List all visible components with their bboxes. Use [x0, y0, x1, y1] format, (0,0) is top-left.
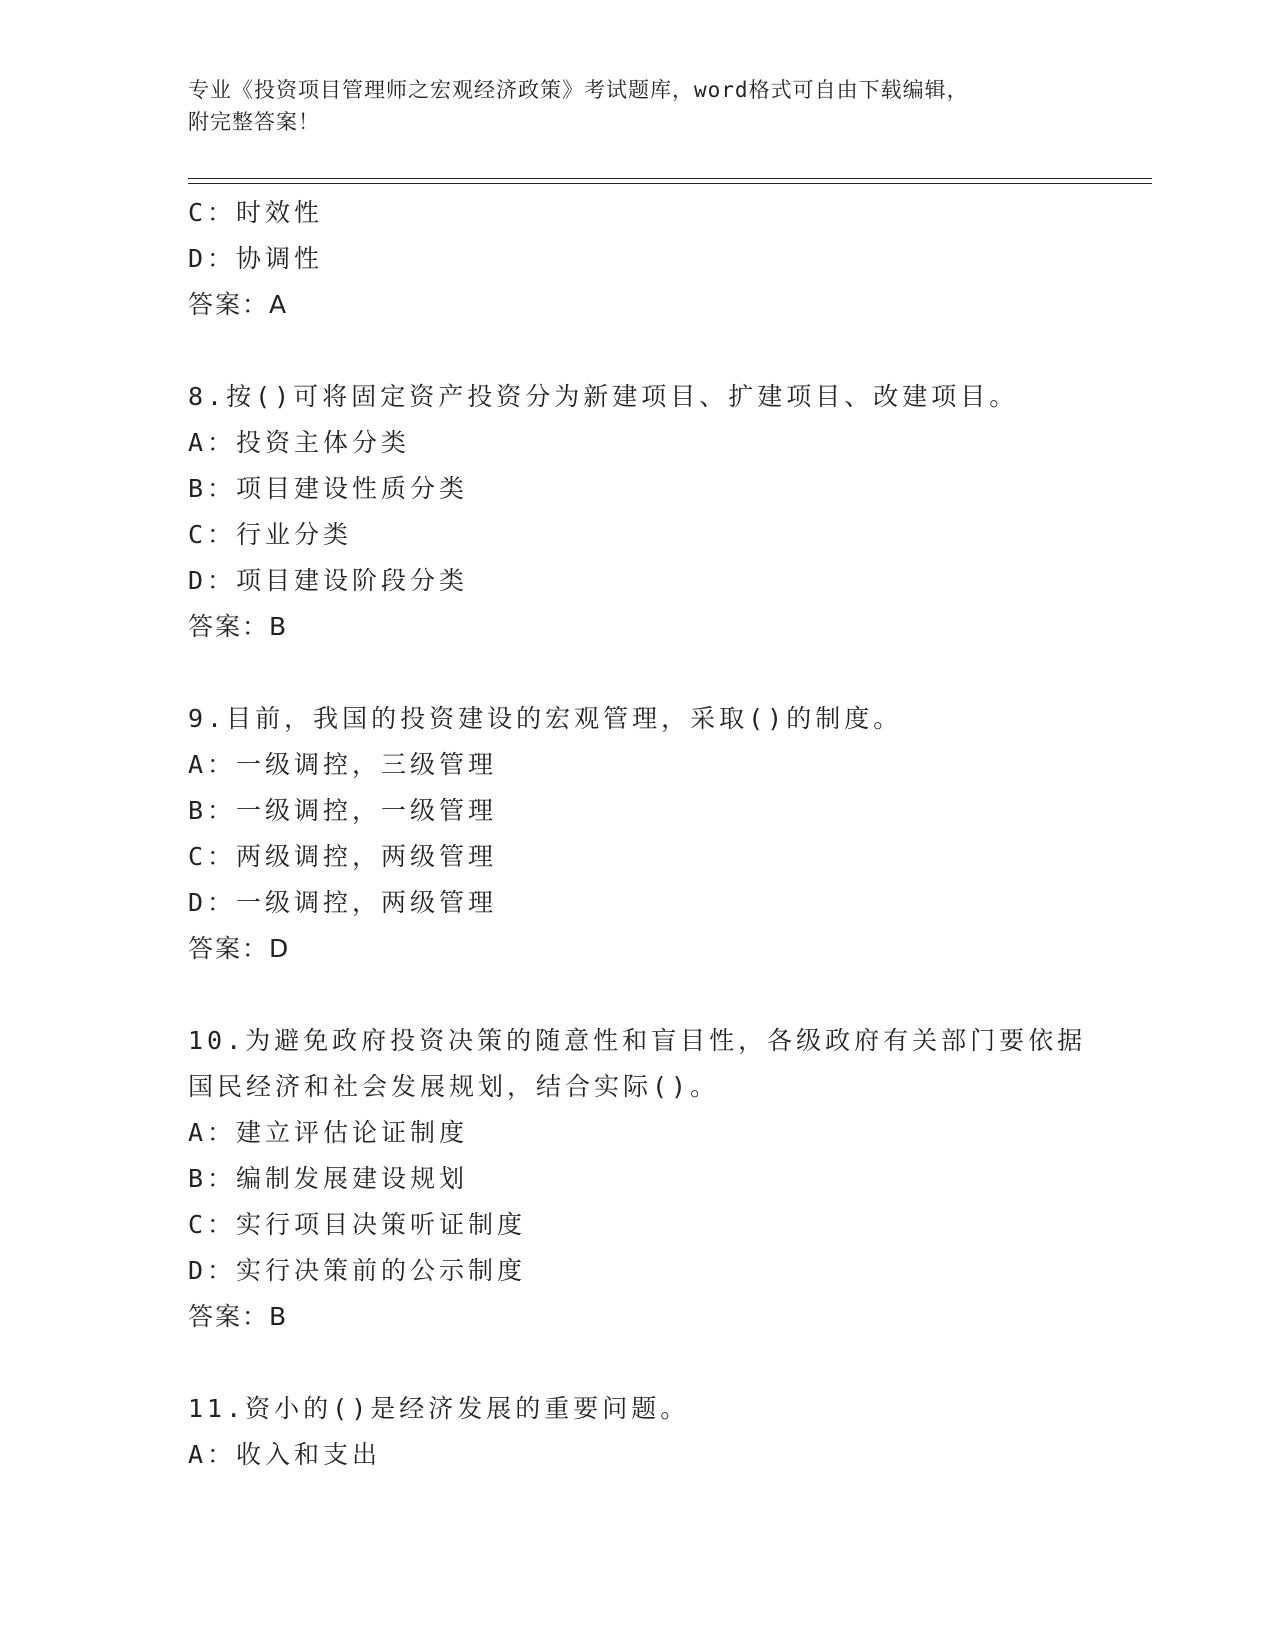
- question-stem-line-1: 10.为避免政府投资决策的随意性和盲目性，各级政府有关部门要依据: [188, 1026, 1087, 1055]
- spacer: [188, 1340, 1148, 1386]
- answer: 答案：A: [188, 290, 289, 319]
- option-c: C：时效性: [188, 198, 324, 227]
- question-10: [188, 1018, 1148, 1340]
- option-b: B：项目建设性质分类: [188, 474, 469, 503]
- header-divider-top: [188, 178, 1152, 179]
- header-line-1: 专业《投资项目管理师之宏观经济政策》考试题库，word格式可自由下载编辑，: [188, 78, 969, 102]
- option-d: D：协调性: [188, 244, 324, 273]
- header-divider-bottom: [188, 183, 1152, 184]
- option-b: B：一级调控，一级管理: [188, 796, 498, 825]
- question-stem: 11.资小的()是经济发展的重要问题。: [188, 1394, 690, 1423]
- option-d: D：一级调控，两级管理: [188, 888, 498, 917]
- spacer: [188, 328, 1148, 374]
- question-list: [188, 190, 1148, 1478]
- question-8: [188, 374, 1148, 650]
- question-9: [188, 696, 1148, 972]
- question-stem: 8.按()可将固定资产投资分为新建项目、扩建项目、改建项目。: [188, 382, 1019, 411]
- option-b: B：编制发展建设规划: [188, 1164, 469, 1193]
- option-c: C：实行项目决策听证制度: [188, 1210, 527, 1239]
- document-header: [188, 74, 1068, 138]
- option-a: A：投资主体分类: [188, 428, 411, 457]
- question-stem: 9.目前，我国的投资建设的宏观管理，采取()的制度。: [188, 704, 903, 733]
- option-a: A：一级调控，三级管理: [188, 750, 498, 779]
- question-11: [188, 1386, 1148, 1478]
- option-d: D：实行决策前的公示制度: [188, 1256, 527, 1285]
- answer: 答案：B: [188, 1302, 289, 1331]
- answer: 答案：D: [188, 934, 291, 963]
- spacer: [188, 650, 1148, 696]
- spacer: [188, 972, 1148, 1018]
- option-a: A：建立评估论证制度: [188, 1118, 469, 1147]
- answer: 答案：B: [188, 612, 289, 641]
- option-c: C：行业分类: [188, 520, 353, 549]
- option-d: D：项目建设阶段分类: [188, 566, 469, 595]
- option-c: C：两级调控，两级管理: [188, 842, 498, 871]
- option-a: A：收入和支出: [188, 1440, 382, 1469]
- header-line-2: 附完整答案！: [188, 110, 320, 134]
- question-7-tail: [188, 190, 1148, 328]
- question-stem-line-2: 国民经济和社会发展规划，结合实际()。: [188, 1072, 720, 1101]
